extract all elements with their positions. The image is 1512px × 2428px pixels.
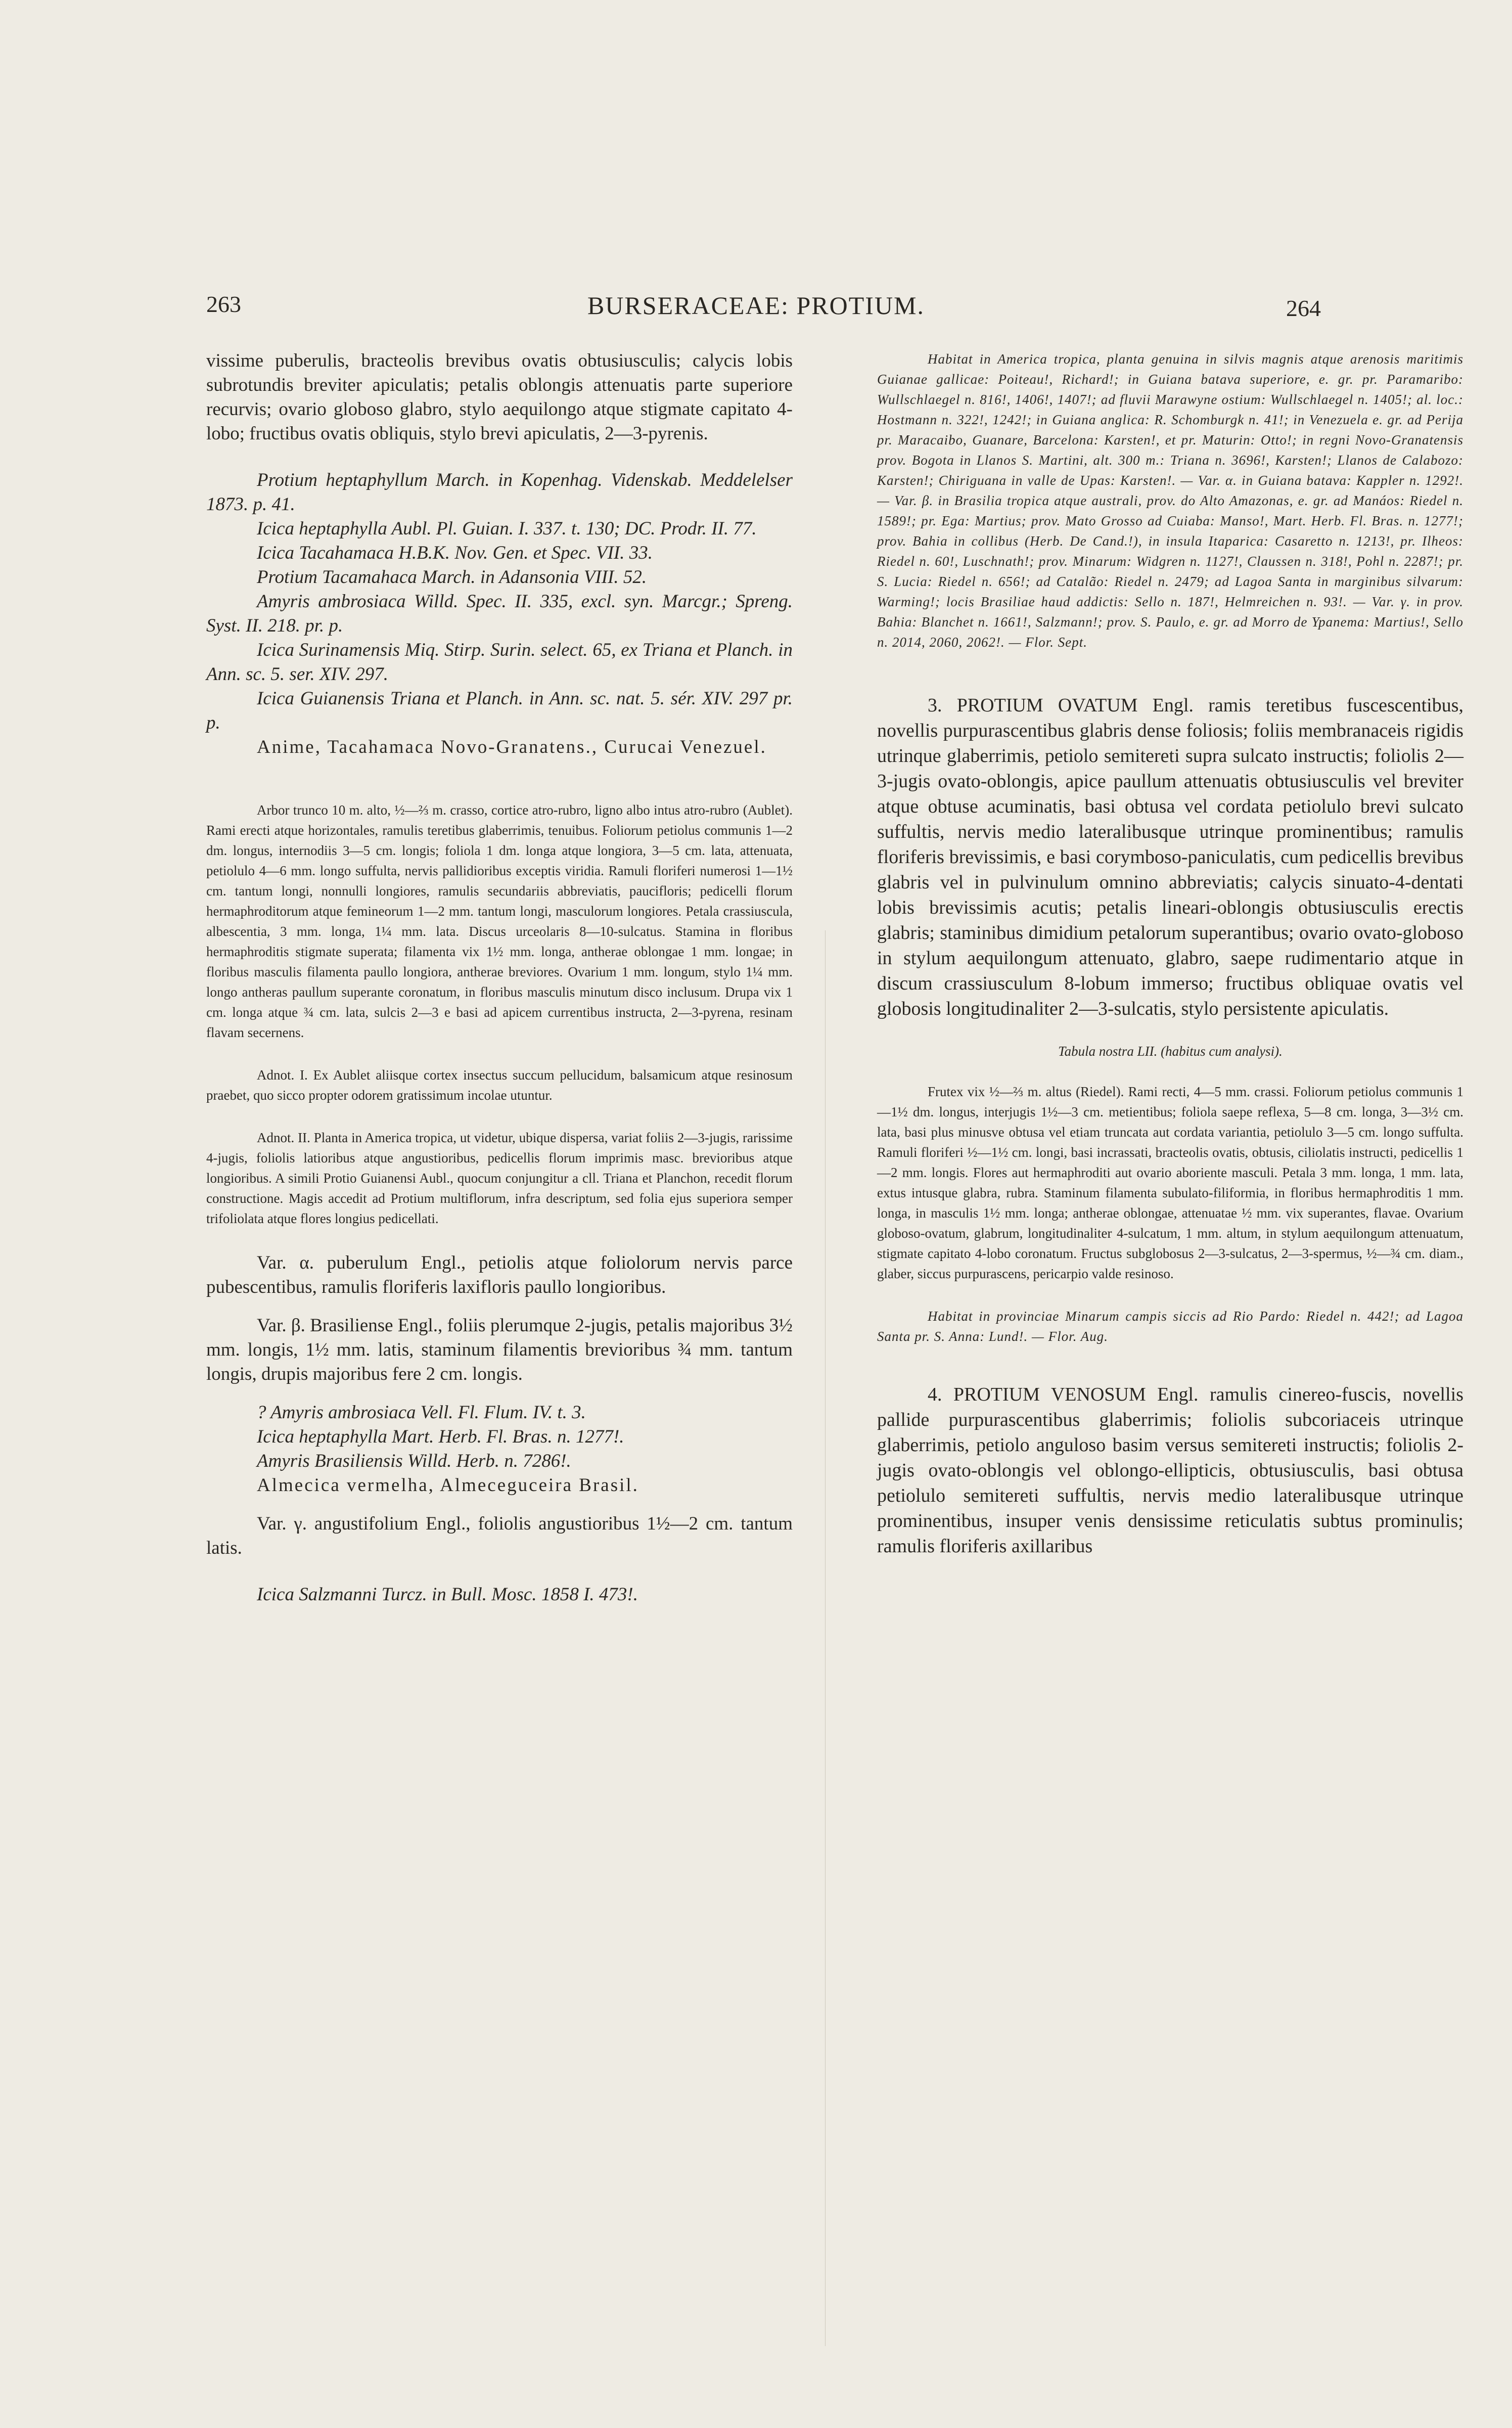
description: Arbor trunco 10 m. alto, ½—⅔ m. crasso, cortice atro-rubro, ligno albo intus atro-rubro (Aublet). Rami erecti atque horizontales, ramulis teretibus glaberrimis, tenuibus. Foliorum petiolus communis 1—2 dm. longus, internodiis 3—5 cm. longis; foliola 1 dm. longa atque longiora, 3—5 cm. lata, attenuata, petiolulo 4—6 mm. longo suffulta, nervis pallidioribus exceptis viridia. Ramuli floriferi numerosi 1—1½ cm. tantum longi, nonnulli longiores, ramulis secundariis abbreviatis, paucifloris; pedicelli florum hermaphroditorum atque femineorum 1—2 mm. tantum longi, masculorum longiores. Petala crassiuscula, albescentia, 3 mm. longa, 1¼ mm. lata. Discus urceolaris 8—10-sulcatus. Stamina in floribus hermaphroditis stigmate superata; filamenta vix 1½ mm. longa, antherae oblongae 1 mm. longae; in floribus masculis filamenta paullo longiora, antherae breviores. Ovarium 1 mm. longum, stylo 1¼ mm. longo antheras paullum superante coronatum, in floribus masculis minutum disco inclusum. Drupa vix 1 cm. longa atque ¾ cm. lata, sulcis 2—3 e basi ad apicem currentibus instructa, 2—3-pyrena, resinam flavam secernens. — [206, 802, 793, 1040]
beta-synonym: ? Amyris ambrosiaca Vell. Fl. Flum. IV. t. 3. — [257, 1402, 586, 1423]
beta-synonym: Icica heptaphylla Mart. Herb. Fl. Bras. n. 1277!. — [257, 1426, 624, 1447]
variety-beta: Var. β. Brasiliense Engl., foliis plerumque 2-jugis, petalis majoribus 3½ mm. longis, 1½ mm. latis, staminum filamentis brevioribus ¾ mm. tantum longis, drupis majoribus fere 2 cm. longis. — [206, 1315, 793, 1384]
page-header — [206, 291, 1321, 326]
annotation-2: Adnot. II. Planta in America tropica, ut videtur, ubique dispersa, variat foliis 2—3-jugis, rarissime 4-jugis, foliolis latioribus atque angustioribus, pedicellis florum imprimis masc. brevioribus atque longioribus. A simili Protio Guianensi Aubl., quocum conjungitur a cll. Triana et Planchon, recedit florum constructione. Magis accedit ad Protium multiflorum, infra descriptum, sed folia ejus superiora semper trifoliolata atque flores longius pedicellati. — [206, 1130, 793, 1226]
synonym: Icica Guianensis Triana et Planch. in Ann. sc. nat. 5. sér. XIV. 297 pr. p. — [206, 688, 793, 733]
synonym: Icica Tacahamaca H.B.K. Nov. Gen. et Spec. VII. 33. — [257, 543, 653, 563]
species-3-diagnosis: 3. PROTIUM OVATUM Engl. ramis teretibus fuscescentibus, novellis purpurascentibus glabris dense foliosis; foliis membranaceis rigidis utrinque glaberrimis, petiolo semitereti supra sulcato instructis; foliolis 2—3-jugis ovato-oblongis, apice paullum attenuatis obtusiusculis vel breviter atque obtuse acuminatis, basi obtusa vel cordata petiolulo brevi sulcato suffultis, nervis medio lateralibusque utrinque prominentibus; ramulis floriferis brevissimis, e basi corymboso-paniculatis, cum pedicellis brevibus glabris vel in pulvinulum omnino abbreviatis; calycis sinuato-4-dentati lobis brevissimis acutis; petalis lineari-oblongis obtusiusculis erectis glabris; staminibus dimidium petalorum superantibus; ovario ovato-globoso in stylum aequilongum attenuato, glabro, saepe rudimentario atque in discum crassiusculum 8-lobum immerso; fructibus obliquae ovatis vel globosis longitudinaliter 2—3-sulcatis, stylo persistente apiculatis. — [877, 695, 1463, 1019]
plate-reference: Tabula nostra LII. (habitus cum analysi). — [1058, 1044, 1282, 1059]
left-page-number: 263 — [206, 291, 241, 317]
synonym: Icica Surinamensis Miq. Stirp. Surin. select. 65, ex Triana et Planch. in Ann. sc. 5. ser. XIV. 297. — [206, 640, 793, 685]
variety-gamma: Var. γ. angustifolium Engl., foliolis angustioribus 1½—2 cm. tantum latis. — [206, 1513, 793, 1558]
diagnosis-continuation: vissime puberulis, bracteolis brevibus ovatis obtusiusculis; calycis lobis subrotundis breviter apiculatis; petalis oblongis attenuatis parte superiore recurvis; ovario globoso glabro, stylo aequilongo atque stigmate capitato 4-lobo; fructibus ovatis obliquis, stylo brevi apiculatis, 2—3-pyrenis. — [206, 350, 793, 444]
right-page-number: 264 — [1286, 295, 1321, 321]
variety-alpha: Var. α. puberulum Engl., petiolis atque foliolorum nervis parce pubescentibus, ramulis floriferis laxifloris paullo longioribus. — [206, 1252, 793, 1297]
beta-synonym: Amyris Brasiliensis Willd. Herb. n. 7286!. — [257, 1451, 571, 1471]
annotation-1: Adnot. I. Ex Aublet aliisque cortex insectus succum pellucidum, balsamicum atque resinosum praebet, quo sicco propter odorem gratissimum incolae utuntur. — [206, 1067, 793, 1103]
gamma-synonym: Icica Salzmanni Turcz. in Bull. Mosc. 1858 I. 473!. — [257, 1584, 638, 1605]
synonym: Protium Tacamahaca March. in Adansonia VIII. 52. — [257, 567, 647, 588]
synonymy-list — [206, 468, 793, 759]
column-divider — [825, 930, 826, 2346]
running-title: BURSERACEAE: PROTIUM. — [587, 291, 925, 320]
species-3-habitat: Habitat in provinciae Minarum campis siccis ad Rio Pardo: Riedel n. 442!; ad Lagoa Santa pr. S. Anna: Lund!. — Flor. Aug. — [877, 1309, 1463, 1344]
synonym: Protium heptaphyllum March. in Kopenhag. Videnskab. Meddelelser 1873. p. 41. — [206, 470, 793, 515]
left-column — [206, 349, 793, 1607]
species-4-diagnosis: 4. PROTIUM VENOSUM Engl. ramulis cinereo-fuscis, novellis pallide purpurascentibus glaberrimis; foliolis subcoriaceis utrinque glaberrimis, petiolo anguloso basim versus semitereti instructis; foliolis 2-jugis ovato-oblongis vel oblongo-ellipticis, obtusiusculis, basi obtusa petiolulo semitereti suffultis, nervis medio lateralibusque utrinque prominentibus, insuper venis densissime reticulatis subtus prominulis; ramulis floriferis axillaribus — [877, 1384, 1463, 1557]
synonym: Amyris ambrosiaca Willd. Spec. II. 335, excl. syn. Marcgr.; Spreng. Syst. II. 218. pr. p. — [206, 591, 793, 636]
synonym: Icica heptaphylla Aubl. Pl. Guian. I. 337. t. 130; DC. Prodr. II. 77. — [257, 518, 757, 539]
habitat-paragraph: Habitat in America tropica, planta genuina in silvis magnis atque arenosis maritimis Guianae gallicae: Poiteau!, Richard!; in Guiana batava superiore, e. gr. pr. Paramaribo: Wullschlaegel n. 816!, 1406!, 1407!; ad fluvii Marawyne ostium: Wullschlaegel n. 1405!; al. loc.: Hostmann n. 322!, 1242!; in Guiana anglica: R. Schomburgk n. 41!; in Venezuela e. gr. ad Perija pr. Maracaibo, Guanare, Barcelona: Karsten!, et pr. Maturin: Otto!; in regni Novo-Granatensis prov. Bogota in Llanos S. Martini, alt. 300 m.: Triana n. 3696!, Karsten!; Llanos de Calabozo: Karsten!; Chiriguana in valle de Upas: Karsten!. — Var. α. in Guiana batava: Kappler n. 1292!. — Var. β. in Brasilia tropica atque australi, prov. do Alto Amazonas, e. gr. ad Manáos: Riedel n. 1589!; pr. Ega: Martius; prov. Mato Grosso ad Cuiaba: Manso!, Mart. Herb. Fl. Bras. n. 1277!; prov. Bahia in collibus (Herb. De Cand.!), in insula Itaparica: Casaretto n. 1213!, pr. Ilheos: Riedel n. 60!, Luschnath!; prov. Minarum: Widgren n. 1127!, Claussen n. 318!, Pohl n. 2287!; pr. S. Lucia: Riedel n. 656!; ad Catalão: Riedel n. 2479; ad Lagoa Santa in marginibus silvarum: Warming!; locis Brasiliae haud addictis: Sello n. 187!, Helmreichen n. 93!. — Var. γ. in prov. Bahia: Blanchet n. 1661!, Salzmann!; prov. S. Paulo, e. gr. ad Morro de Ypanema: Martius!, Sello n. 2014, 2060, 2062!. — Flor. Sept. — [877, 351, 1463, 650]
right-column — [877, 349, 1463, 1559]
species-3-description: Frutex vix ½—⅔ m. altus (Riedel). Rami recti, 4—5 mm. crassi. Foliorum petiolus communis 1—1½ dm. longus, interjugis 1½—3 cm. metientibus; foliola saepe reflexa, 5—8 cm. longa, 3—3½ cm. lata, basi plus minusve obtusa vel etiam truncata aut cordata variantia, petiolulo 3—5 cm. longo suffulta. Ramuli floriferi ½—1½ cm. longi, basi incrassati, bracteolis ovatis, obtusis, ciliolatis instructi, pedicellis 1—2 mm. longis. Flores aut hermaphroditi aut ovario aboriente masculi. Petala 3 mm. longa, 1 mm. lata, extus intusque glabra, rubra. Staminum filamenta subulato-filiformia, in floribus hermaphroditis 1 mm. longa, in masculis 1½ mm. longa; antherae oblongae, attenuatae ½ mm. vix superantes, flavae. Ovarium globoso-ovatum, glabrum, longitudinaliter 4-sulcatum, 1 mm. altum, in stylum aequilongum attenuatum, stigmate capitato 4-lobo coronatum. Fructus subglobosus 2—3-sulcatus, 2—3-spermus, ½—¾ cm. diam., glaber, siccus purpurascens, pericarpio valde resinoso. — [877, 1084, 1463, 1281]
vernacular-names: Anime, Tacahamaca Novo-Granatens., Curucai Venezuel. — [257, 737, 767, 757]
beta-vernacular: Almecica vermelha, Almeceguceira Brasil. — [257, 1475, 639, 1496]
